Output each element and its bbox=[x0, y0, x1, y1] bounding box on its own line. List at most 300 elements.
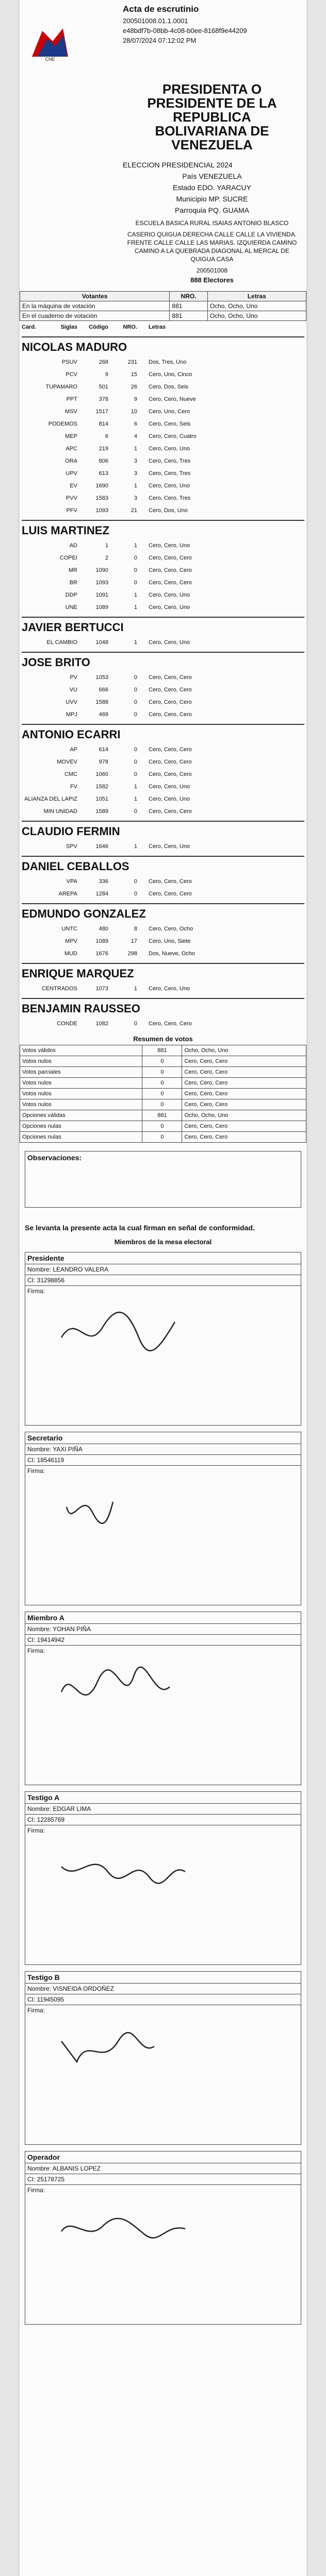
votantes-table bbox=[20, 291, 306, 321]
party-p: MEP bbox=[65, 433, 77, 439]
member-role: Operador bbox=[25, 2151, 301, 2163]
party-c: 501 bbox=[99, 384, 108, 390]
party-c: 1053 bbox=[95, 674, 108, 681]
party-c: 614 bbox=[99, 747, 108, 753]
party-row bbox=[20, 708, 306, 721]
party-n: 10 bbox=[131, 409, 137, 415]
party-n: 26 bbox=[131, 384, 137, 390]
member-name: Nombre: VISNEIDA ORDOÑEZ bbox=[25, 1984, 301, 1994]
party-w: Dos, Nueve, Ocho bbox=[149, 951, 195, 957]
summary-row bbox=[20, 1110, 306, 1121]
candidate-name: NICOLAS MADURO bbox=[22, 336, 304, 354]
acta-receipt bbox=[20, 0, 306, 2576]
party-c: 1089 bbox=[95, 604, 108, 611]
party-n: 15 bbox=[131, 371, 137, 378]
summary-l: Votos nulos bbox=[20, 1056, 142, 1067]
member-name: Nombre: YAXI PIÑA bbox=[25, 1444, 301, 1455]
party-p: PV bbox=[70, 674, 77, 681]
pais: País VENEZUELA bbox=[182, 172, 242, 180]
party-n: 0 bbox=[134, 567, 137, 573]
member-signature-area: Firma: bbox=[25, 2005, 301, 2144]
election-title: PRESIDENTA O PRESIDENTE DE LA REPUBLICA BOLIVARIANA DE VENEZUELA bbox=[147, 81, 277, 152]
member-name: Nombre: LEANDRO VALERA bbox=[25, 1264, 301, 1275]
party-row bbox=[20, 405, 306, 418]
signature-icon bbox=[56, 2026, 201, 2088]
votantes-label: En la máquina de votación bbox=[20, 301, 170, 311]
candidate-name: EDMUNDO GONZALEZ bbox=[22, 903, 304, 921]
party-w: Cero, Dos, Uno bbox=[149, 507, 188, 514]
party-w: Cero, Cero, Cero bbox=[149, 699, 192, 705]
party-row bbox=[20, 418, 306, 430]
member-signature-area: Firma: bbox=[25, 1646, 301, 1785]
members-title: Miembros de la mesa electoral bbox=[114, 1238, 212, 1246]
svg-text:CNE: CNE bbox=[45, 57, 55, 62]
party-c: 613 bbox=[99, 470, 108, 477]
party-p: BR bbox=[69, 580, 77, 586]
party-n: 1 bbox=[134, 639, 137, 646]
party-p: EL CAMBIO bbox=[46, 639, 77, 646]
member-signature-area: Firma: bbox=[25, 1466, 301, 1605]
summary-n: 0 bbox=[142, 1121, 182, 1132]
member-ci: CI: 19414942 bbox=[25, 1635, 301, 1646]
summary-n: 0 bbox=[142, 1078, 182, 1089]
party-c: 1090 bbox=[95, 567, 108, 573]
party-n: 1 bbox=[134, 604, 137, 611]
party-w: Cero, Cero, Cero bbox=[149, 808, 192, 815]
party-n: 21 bbox=[131, 507, 137, 514]
party-w: Cero, Cero, Uno bbox=[149, 604, 190, 611]
party-row bbox=[20, 467, 306, 480]
party-row bbox=[20, 368, 306, 381]
party-w: Cero, Cero, Cero bbox=[149, 759, 192, 765]
party-n: 0 bbox=[134, 555, 137, 561]
party-n: 1 bbox=[134, 986, 137, 992]
party-c: 1082 bbox=[95, 1021, 108, 1027]
party-w: Cero, Cero, Cero bbox=[149, 878, 192, 885]
party-row bbox=[20, 430, 306, 443]
election-name: ELECCION PRESIDENCIAL 2024 bbox=[123, 161, 233, 169]
votantes-n: 881 bbox=[170, 301, 207, 311]
party-row bbox=[20, 696, 306, 708]
party-c: 1589 bbox=[95, 808, 108, 815]
summary-row bbox=[20, 1067, 306, 1078]
member-name: Nombre: YOHAN PIÑA bbox=[25, 1624, 301, 1635]
party-n: 1 bbox=[134, 843, 137, 850]
code-line: 200501008.01.1.0001 bbox=[123, 17, 188, 25]
party-c: 1588 bbox=[95, 699, 108, 705]
party-w: Cero, Cero, Cero bbox=[149, 687, 192, 693]
party-row bbox=[20, 492, 306, 504]
party-row bbox=[20, 636, 306, 649]
summary-row bbox=[20, 1045, 306, 1056]
timestamp: 28/07/2024 07:12:02 PM bbox=[123, 37, 197, 44]
party-c: 1 bbox=[105, 543, 108, 549]
party-row bbox=[20, 684, 306, 696]
summary-l: Opciones nulas bbox=[20, 1121, 142, 1132]
member-name: Nombre: EDGAR LIMA bbox=[25, 1804, 301, 1815]
member-role: Testigo B bbox=[25, 1972, 301, 1984]
municipio: Municipio MP. SUCRE bbox=[176, 195, 248, 203]
party-p: PCV bbox=[66, 371, 77, 378]
votantes-l: Ocho, Ocho, Uno bbox=[207, 311, 306, 321]
party-p: MR bbox=[68, 567, 77, 573]
signature-icon bbox=[56, 1307, 201, 1368]
summary-n: 881 bbox=[142, 1045, 182, 1056]
party-row bbox=[20, 768, 306, 781]
party-w: Cero, Cero, Cero bbox=[149, 771, 192, 777]
party-c: 1093 bbox=[95, 507, 108, 514]
col-nro: NRO. bbox=[170, 292, 207, 301]
party-p: MUD bbox=[64, 951, 77, 957]
summary-n: 0 bbox=[142, 1056, 182, 1067]
party-n: 1 bbox=[134, 483, 137, 489]
party-row bbox=[20, 805, 306, 818]
party-w: Cero, Cero, Cero bbox=[149, 580, 192, 586]
party-row bbox=[20, 840, 306, 853]
party-w: Dos, Tres, Uno bbox=[149, 359, 187, 365]
party-n: 17 bbox=[131, 938, 137, 944]
estado: Estado EDO. YARACUY bbox=[173, 183, 251, 192]
code-line: e48bdf7b-08bb-4c08-b0ee-8168f9e44209 bbox=[123, 27, 247, 35]
party-w: Cero, Cero, Nueve bbox=[149, 396, 196, 402]
party-w: Cero, Cero, Uno bbox=[149, 592, 190, 598]
signature-icon bbox=[56, 1846, 201, 1908]
member-presidente bbox=[25, 1252, 301, 1426]
party-p: COPEI bbox=[59, 555, 77, 561]
party-w: Cero, Cero, Uno bbox=[149, 796, 190, 802]
summary-n: 0 bbox=[142, 1089, 182, 1099]
party-c: 268 bbox=[99, 359, 108, 365]
party-p: PVV bbox=[66, 495, 77, 501]
party-n: 8 bbox=[134, 926, 137, 932]
member-signature-area: Firma: bbox=[25, 1286, 301, 1425]
member-signature-area: Firma: bbox=[25, 1825, 301, 1964]
candidate-name: JAVIER BERTUCCI bbox=[22, 617, 304, 634]
party-w: Cero, Cero, Ocho bbox=[149, 926, 193, 932]
party-n: 4 bbox=[134, 433, 137, 439]
candidate-name: BENJAMIN RAUSSEO bbox=[22, 998, 304, 1015]
party-row bbox=[20, 781, 306, 793]
party-p: EV bbox=[70, 483, 77, 489]
summary-l: Votos válidos bbox=[20, 1045, 142, 1056]
closing-text: Se levanta la presente acta la cual firman en señal de conformidad. bbox=[25, 1224, 255, 1232]
candidate-name: ENRIQUE MARQUEZ bbox=[22, 963, 304, 980]
party-n: 0 bbox=[134, 771, 137, 777]
party-p: APC bbox=[66, 446, 77, 452]
party-w: Cero, Uno, Siete bbox=[149, 938, 191, 944]
party-w: Cero, Cero, Seis bbox=[149, 421, 191, 427]
party-p: TUPAMARO bbox=[45, 384, 77, 390]
party-n: 0 bbox=[134, 1021, 137, 1027]
doc-title: Acta de escrutinio bbox=[123, 4, 199, 14]
party-c: 1093 bbox=[95, 580, 108, 586]
cne-logo-icon bbox=[27, 26, 73, 62]
candidates-list bbox=[20, 336, 306, 1030]
member-operador bbox=[25, 2151, 301, 2325]
party-c: 1091 bbox=[95, 592, 108, 598]
summary-w: Cero, Cero, Cero bbox=[182, 1056, 306, 1067]
member-ci: CI: 31298856 bbox=[25, 1275, 301, 1286]
summary-l: Votos nulos bbox=[20, 1089, 142, 1099]
member-secretario bbox=[25, 1432, 301, 1605]
member-testigo-a bbox=[25, 1791, 301, 1965]
party-n: 1 bbox=[134, 796, 137, 802]
party-n: 3 bbox=[134, 495, 137, 501]
party-n: 1 bbox=[134, 784, 137, 790]
party-p: UNTC bbox=[61, 926, 77, 932]
summary-row bbox=[20, 1078, 306, 1089]
party-w: Cero, Dos, Seis bbox=[149, 384, 189, 390]
parroquia: Parroquia PQ. GUAMA bbox=[175, 206, 249, 214]
candidate-name: CLAUDIO FERMIN bbox=[22, 821, 304, 838]
party-n: 0 bbox=[134, 711, 137, 718]
party-p: AP bbox=[70, 747, 77, 753]
summary-l: Votos nulos bbox=[20, 1099, 142, 1110]
party-p: AD bbox=[69, 543, 77, 549]
party-n: 0 bbox=[134, 808, 137, 815]
party-w: Cero, Cero, Uno bbox=[149, 986, 190, 992]
member-testigo-b bbox=[25, 1971, 301, 2145]
electores: 888 Electores bbox=[190, 276, 234, 284]
party-row bbox=[20, 504, 306, 517]
votantes-n: 881 bbox=[170, 311, 207, 321]
summary-l: Votos parciales bbox=[20, 1067, 142, 1078]
party-w: Cero, Cero, Cero bbox=[149, 711, 192, 718]
member-signature-area: Firma: bbox=[25, 2185, 301, 2324]
summary-w: Ocho, Ocho, Uno bbox=[182, 1045, 306, 1056]
party-p: DDP bbox=[65, 592, 77, 598]
party-row bbox=[20, 935, 306, 947]
party-w: Cero, Cero, Uno bbox=[149, 446, 190, 452]
summary-w: Cero, Cero, Cero bbox=[182, 1078, 306, 1089]
party-row bbox=[20, 589, 306, 601]
party-n: 231 bbox=[127, 359, 137, 365]
party-n: 3 bbox=[134, 470, 137, 477]
party-row bbox=[20, 564, 306, 577]
party-p: VPA bbox=[66, 878, 77, 885]
party-n: 0 bbox=[134, 699, 137, 705]
party-w: Cero, Uno, Cero bbox=[149, 409, 190, 415]
party-p: AREPA bbox=[58, 891, 77, 897]
party-n: 1 bbox=[134, 446, 137, 452]
summary-row bbox=[20, 1089, 306, 1099]
party-c: 666 bbox=[99, 687, 108, 693]
party-c: 336 bbox=[99, 878, 108, 885]
member-role: Secretario bbox=[25, 1432, 301, 1444]
party-w: Cero, Cero, Tres bbox=[149, 470, 191, 477]
member-name: Nombre: ALBANIS LOPEZ bbox=[25, 2163, 301, 2174]
member-role: Presidente bbox=[25, 1252, 301, 1264]
party-c: 814 bbox=[99, 421, 108, 427]
summary-table bbox=[20, 1045, 306, 1143]
party-c: 1517 bbox=[95, 409, 108, 415]
summary-row bbox=[20, 1132, 306, 1143]
party-p: PPT bbox=[66, 396, 77, 402]
party-row bbox=[20, 381, 306, 393]
party-w: Cero, Cero, Cero bbox=[149, 1021, 192, 1027]
party-p: ALIANZA DEL LAPIZ bbox=[24, 796, 77, 802]
summary-w: Cero, Cero, Cero bbox=[182, 1089, 306, 1099]
member-ci: CI: 12285769 bbox=[25, 1815, 301, 1825]
party-n: 3 bbox=[134, 458, 137, 464]
party-c: 469 bbox=[99, 711, 108, 718]
location-block bbox=[123, 159, 306, 286]
party-n: 9 bbox=[134, 396, 137, 402]
party-c: 219 bbox=[99, 446, 108, 452]
party-c: 1646 bbox=[95, 843, 108, 850]
party-n: 0 bbox=[134, 580, 137, 586]
summary-row bbox=[20, 1056, 306, 1067]
party-n: 0 bbox=[134, 878, 137, 885]
party-row bbox=[20, 577, 306, 589]
party-c: 378 bbox=[99, 396, 108, 402]
direccion: CASERIO QUIGUA DERECHA CALLE CALLE LA VIVIENDA. FRENTE CALLE CALLE LAS MARIAS. IZQUIERDA CAMINO CAMINO A LA QUEBRADA DIAGONAL AL MERCAL DE QUIGUA CASA bbox=[127, 231, 297, 263]
party-n: 1 bbox=[134, 592, 137, 598]
party-w: Cero, Cero, Cero bbox=[149, 567, 192, 573]
party-c: 806 bbox=[99, 458, 108, 464]
votantes-l: Ocho, Ocho, Uno bbox=[207, 301, 306, 311]
candidate-name: JOSE BRITO bbox=[22, 652, 304, 669]
party-n: 298 bbox=[127, 951, 137, 957]
party-n: 0 bbox=[134, 747, 137, 753]
party-row bbox=[20, 888, 306, 900]
party-w: Cero, Uno, Cinco bbox=[149, 371, 192, 378]
party-w: Cero, Cero, Cero bbox=[149, 555, 192, 561]
party-p: MIN UNIDAD bbox=[43, 808, 77, 815]
member-role: Testigo A bbox=[25, 1792, 301, 1804]
party-p: MSV bbox=[65, 409, 77, 415]
candidate-name: LUIS MARTINEZ bbox=[22, 520, 304, 537]
party-p: UNE bbox=[65, 604, 77, 611]
party-row bbox=[20, 356, 306, 368]
summary-w: Cero, Cero, Cero bbox=[182, 1132, 306, 1143]
summary-w: Cero, Cero, Cero bbox=[182, 1099, 306, 1110]
party-c: 6 bbox=[105, 433, 108, 439]
party-p: PSUV bbox=[62, 359, 77, 365]
candidate-name: DANIEL CEBALLOS bbox=[22, 856, 304, 873]
col-votantes: Votantes bbox=[20, 292, 170, 301]
summary-row bbox=[20, 1099, 306, 1110]
party-c: 1089 bbox=[95, 938, 108, 944]
summary-n: 881 bbox=[142, 1110, 182, 1121]
party-row bbox=[20, 982, 306, 995]
party-c: 1676 bbox=[95, 951, 108, 957]
party-c: 1073 bbox=[95, 986, 108, 992]
summary-l: Opciones válidas bbox=[20, 1110, 142, 1121]
party-c: 1690 bbox=[95, 483, 108, 489]
party-row bbox=[20, 601, 306, 614]
party-n: 0 bbox=[134, 759, 137, 765]
party-c: 1048 bbox=[95, 639, 108, 646]
party-row bbox=[20, 671, 306, 684]
party-w: Cero, Cero, Uno bbox=[149, 639, 190, 646]
summary-n: 0 bbox=[142, 1099, 182, 1110]
summary-w: Cero, Cero, Cero bbox=[182, 1121, 306, 1132]
member-role: Miembro A bbox=[25, 1612, 301, 1624]
party-row bbox=[20, 923, 306, 935]
party-w: Cero, Cero, Uno bbox=[149, 543, 190, 549]
party-p: FV bbox=[70, 784, 77, 790]
party-c: 1582 bbox=[95, 784, 108, 790]
party-p: UPV bbox=[66, 470, 77, 477]
signature-icon bbox=[56, 1486, 201, 1548]
party-p: MPJ bbox=[66, 711, 77, 718]
party-c: 1060 bbox=[95, 771, 108, 777]
party-c: 978 bbox=[99, 759, 108, 765]
party-c: 9 bbox=[105, 371, 108, 378]
party-row bbox=[20, 393, 306, 405]
party-p: CONDE bbox=[57, 1021, 77, 1027]
party-row bbox=[20, 793, 306, 805]
party-p: UVV bbox=[66, 699, 77, 705]
observaciones-box: Observaciones: bbox=[25, 1151, 301, 1208]
party-c: 480 bbox=[99, 926, 108, 932]
votantes-label: En el cuaderno de votación bbox=[20, 311, 170, 321]
party-p: VU bbox=[69, 687, 77, 693]
party-n: 0 bbox=[134, 891, 137, 897]
center-code: 200501008 bbox=[196, 267, 228, 274]
member-ci: CI: 18546119 bbox=[25, 1455, 301, 1466]
summary-w: Cero, Cero, Cero bbox=[182, 1067, 306, 1078]
party-n: 0 bbox=[134, 674, 137, 681]
party-row bbox=[20, 443, 306, 455]
party-c: 1051 bbox=[95, 796, 108, 802]
summary-w: Ocho, Ocho, Uno bbox=[182, 1110, 306, 1121]
summary-n: 0 bbox=[142, 1067, 182, 1078]
party-w: Cero, Cero, Uno bbox=[149, 784, 190, 790]
party-p: SPV bbox=[66, 843, 77, 850]
party-row bbox=[20, 1018, 306, 1030]
party-row bbox=[20, 875, 306, 888]
escuela: ESCUELA BASICA RURAL ISAIAS ANTONIO BLASCO bbox=[135, 219, 289, 227]
party-w: Cero, Cero, Tres bbox=[149, 458, 191, 464]
party-w: Cero, Cero, Uno bbox=[149, 843, 190, 850]
signature-icon bbox=[56, 1666, 201, 1728]
party-n: 0 bbox=[134, 687, 137, 693]
party-row bbox=[20, 455, 306, 467]
party-c: 1284 bbox=[95, 891, 108, 897]
party-c: 1583 bbox=[95, 495, 108, 501]
party-p: CMC bbox=[64, 771, 77, 777]
summary-n: 0 bbox=[142, 1132, 182, 1143]
candidate-name: ANTONIO ECARRI bbox=[22, 724, 304, 741]
party-p: MPV bbox=[65, 938, 77, 944]
party-w: Cero, Cero, Uno bbox=[149, 483, 190, 489]
party-p: PODEMOS bbox=[48, 421, 77, 427]
summary-l: Opciones nulas bbox=[20, 1132, 142, 1143]
party-w: Cero, Cero, Cero bbox=[149, 674, 192, 681]
members-list bbox=[20, 1252, 306, 2325]
party-row bbox=[20, 947, 306, 960]
votes-subheader: Card. Siglas Código NRO. Letras bbox=[22, 324, 166, 330]
party-n: 6 bbox=[134, 421, 137, 427]
party-n: 1 bbox=[134, 543, 137, 549]
party-p: ORA bbox=[65, 458, 77, 464]
party-p: MOVEV bbox=[57, 759, 77, 765]
member-ci: CI: 25178725 bbox=[25, 2174, 301, 2185]
party-p: PFV bbox=[66, 507, 77, 514]
summary-title: Resumen de votos bbox=[133, 1035, 193, 1043]
party-p: CENTRADOS bbox=[41, 986, 77, 992]
member-ci: CI: 11945095 bbox=[25, 1994, 301, 2005]
party-w: Cero, Cero, Cuatro bbox=[149, 433, 197, 439]
member-miembro-a bbox=[25, 1612, 301, 1785]
party-row bbox=[20, 480, 306, 492]
summary-row bbox=[20, 1121, 306, 1132]
party-row bbox=[20, 756, 306, 768]
summary-l: Votos nulos bbox=[20, 1078, 142, 1089]
party-row bbox=[20, 552, 306, 564]
